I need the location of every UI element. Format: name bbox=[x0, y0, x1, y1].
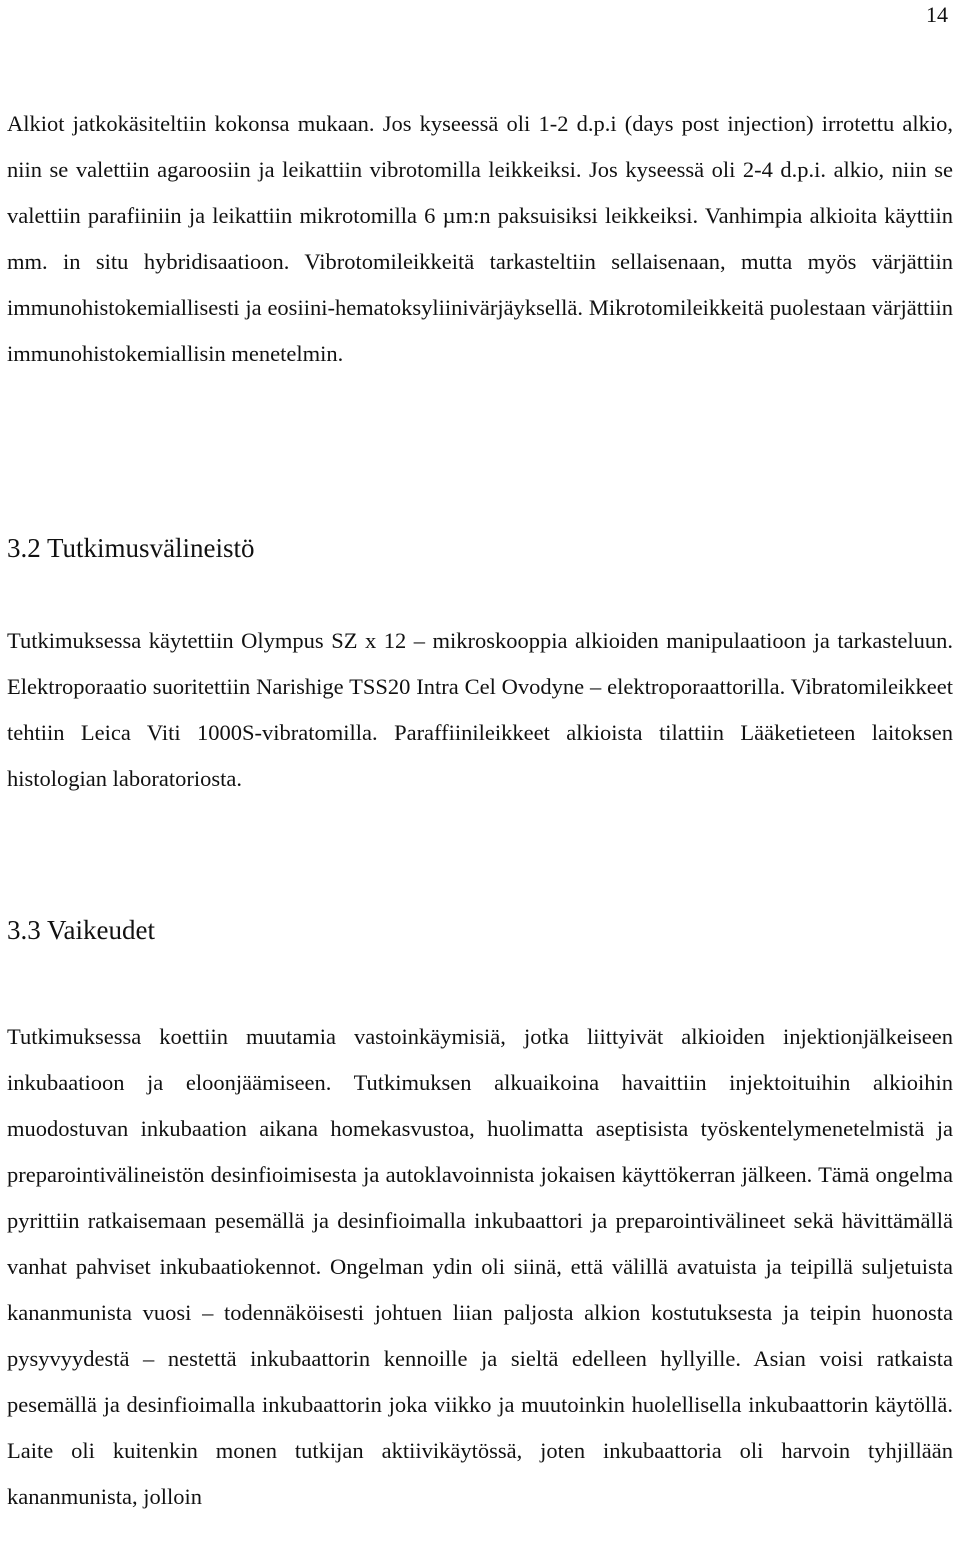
page-number: 14 bbox=[926, 2, 948, 27]
section-heading-difficulties: 3.3 Vaikeudet bbox=[7, 915, 155, 945]
paragraph-embryo-processing: Alkiot jatkokäsiteltiin kokonsa mukaan. Jos kyseessä oli 1-2 d.p.i (days post injection) irrotettu alkio, niin se valettiin agaroosiin ja leikattiin vibrotomilla leikkeiksi. Jos kyseessä oli 2-4 d.p.i. alkio, niin se valettiin parafiiniin ja leikattiin mikrotomilla 6 µm:n paksuisiksi leikkeiksi. Vanhimpia alkioita käyttiin mm. in situ hybridisaatioon. Vibrotomileikkeitä tarkasteltiin sellaisenaan, mutta myös värjättiin immunohistokemiallisesti ja eosiini-hematoksyliinivärjäyksellä. Mikrotomileikkeitä puolestaan värjättiin immunohistokemiallisin menetelmin. bbox=[7, 111, 953, 366]
paragraph-difficulties: Tutkimuksessa koettiin muutamia vastoinkäymisiä, jotka liittyivät alkioiden injektionjälkeiseen inkubaatioon ja eloonjäämiseen. Tutkimuksen alkuaikoina havaittiin injektoituihin alkioihin muodostuvan inkubaation aikana homekasvustoa, huolimatta aseptisista työskentelymenetelmistä ja preparointivälineistön desinfioimisesta ja autoklavoinnista jokaisen käyttökerran jälkeen. Tämä ongelma pyrittiin ratkaisemaan pesemällä ja desinfioimalla inkubaattori ja preparointivälineet sekä hävittämällä vanhat pahviset inkubaatiokennot. Ongelman ydin oli siinä, että välillä avatuista ja teipillä suljetuista kananmunista vuosi – todennäköisesti johtuen liian paljosta alkion kostutuksesta ja teipin huonosta pysyvyydestä – nestettä inkubaattorin kennoille ja sieltä edelleen hyllyille. Asian voisi ratkaista pesemällä ja desinfioimalla inkubaattorin joka viikko ja muutoinkin huolellisella inkubaattorin käytöllä. Laite oli kuitenkin monen tutkijan aktiivikäytössä, joten inkubaattoria oli harvoin tyhjillään kananmunista, jolloin bbox=[7, 1024, 953, 1509]
section-heading-equipment: 3.2 Tutkimusvälineistö bbox=[7, 533, 255, 563]
paragraph-equipment: Tutkimuksessa käytettiin Olympus SZ x 12 – mikroskooppia alkioiden manipulaatioon ja tarkasteluun. Elektroporaatio suoritettiin Narishige TSS20 Intra Cel Ovodyne – elektroporaattorilla. Vibratomileikkeet tehtiin Leica Viti 1000S-vibratomilla. Paraffiinileikkeet alkioista tilattiin Lääketieteen laitoksen histologian laboratoriosta. bbox=[7, 628, 953, 791]
